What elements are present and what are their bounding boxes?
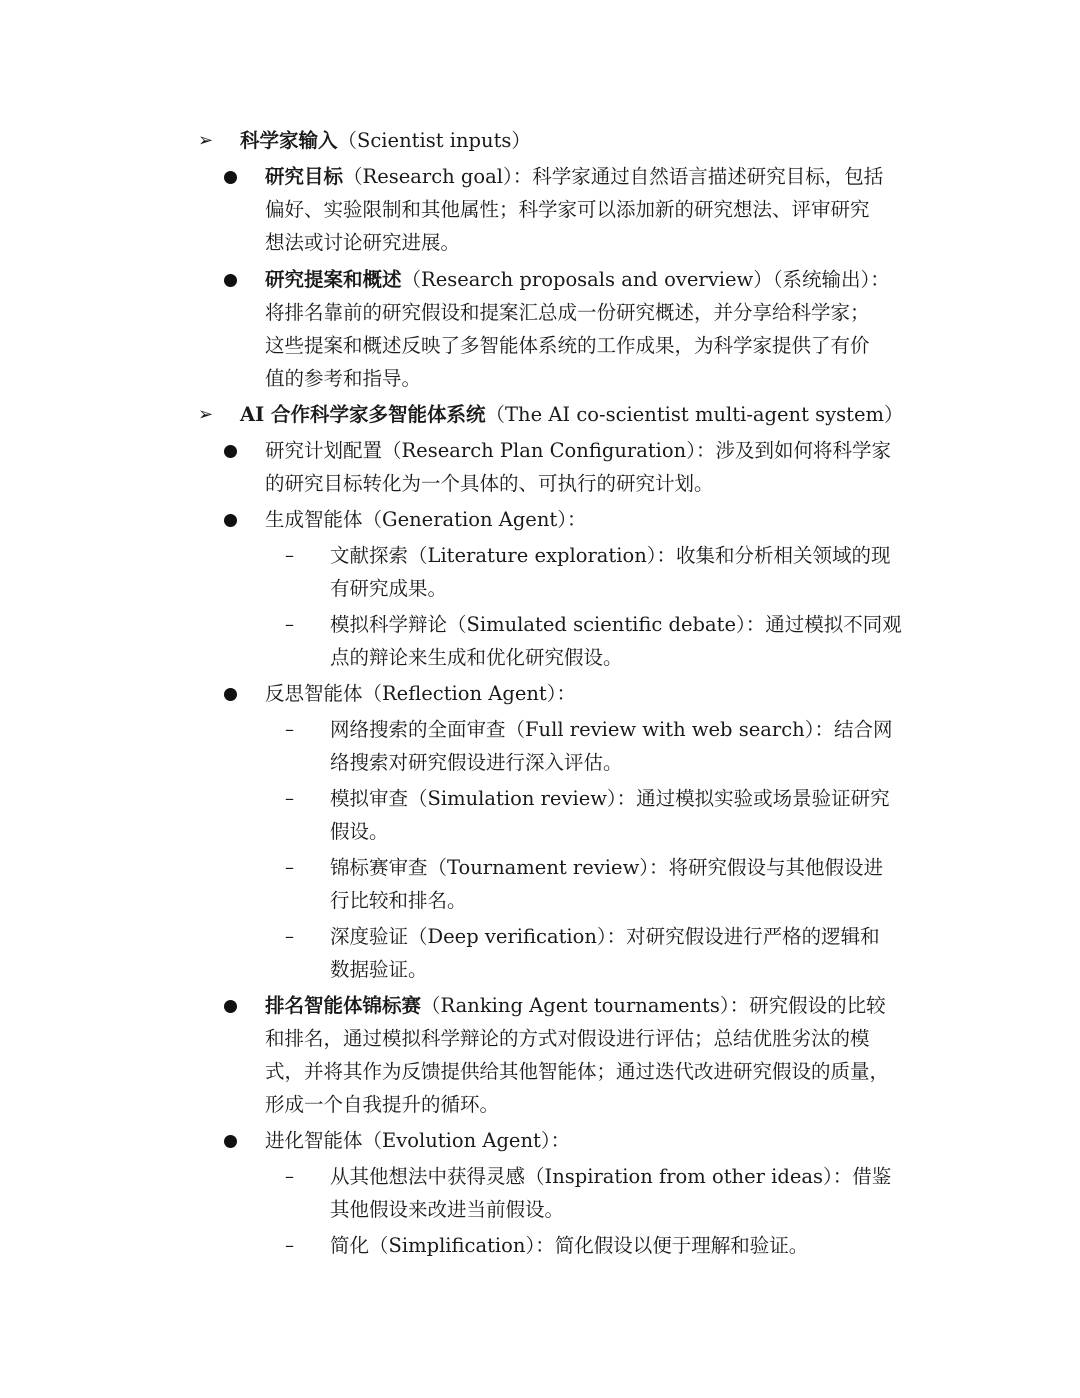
list-item-text	[240, 125, 531, 157]
list-item-text	[265, 1089, 499, 1121]
list-item-body: 行比较和排名。	[330, 889, 467, 912]
dash-bullet-icon: –	[285, 614, 294, 635]
list-item-text	[330, 852, 883, 884]
list-item-text	[265, 1023, 870, 1055]
list-item-text	[330, 609, 902, 641]
dash-bullet-icon: –	[285, 1235, 294, 1256]
list-item-body: 形成一个自我提升的循环。	[265, 1093, 500, 1116]
list-item-body: 假设。	[330, 820, 389, 843]
list-item-text	[330, 1161, 891, 1193]
list-item-text	[265, 227, 460, 259]
list-item-body: 文献探索（Literature exploration）：收集和分析相关领域的现	[330, 544, 891, 567]
dash-bullet-icon: –	[285, 857, 294, 878]
list-item-heading: 研究提案和概述	[265, 268, 402, 291]
dash-bullet-icon: –	[285, 1166, 294, 1187]
list-item-body: 的研究目标转化为一个具体的、可执行的研究计划。	[265, 472, 714, 495]
list-item-body: 点的辩论来生成和优化研究假设。	[330, 646, 623, 669]
list-item-body: 研究计划配置（Research Plan Configuration）：涉及到如何将科学家	[265, 439, 891, 462]
list-item-body: 锦标赛审查（Tournament review）：将研究假设与其他假设进	[330, 856, 884, 879]
bullet-dot-icon	[224, 688, 237, 701]
bullet-dot-icon	[224, 171, 237, 184]
list-item-body: 值的参考和指导。	[265, 367, 422, 390]
list-item-body: 深度验证（Deep verification）：对研究假设进行严格的逻辑和	[330, 925, 880, 948]
list-item-text	[330, 885, 467, 917]
bullet-dot-icon	[224, 514, 237, 527]
list-item-text	[330, 642, 623, 674]
list-item-text	[265, 468, 714, 500]
list-item-heading: 研究目标	[265, 165, 344, 188]
list-item-text	[330, 747, 623, 779]
list-item-body: （The AI co-scientist multi-agent system）	[485, 403, 904, 426]
list-item-body: 简化（Simplification）：简化假设以便于理解和验证。	[330, 1234, 809, 1257]
list-item-text	[330, 1230, 808, 1262]
list-item-body: 模拟审查（Simulation review）：通过模拟实验或场景验证研究	[330, 787, 890, 810]
list-item-body: 和排名，通过模拟科学辩论的方式对假设进行评估；总结优胜劣汰的模	[265, 1027, 870, 1050]
list-item-body: 从其他想法中获得灵感（Inspiration from other ideas）：借鉴	[330, 1165, 892, 1188]
list-item-text	[330, 540, 891, 572]
list-item-text	[330, 921, 880, 953]
bullet-dot-icon	[224, 1135, 237, 1148]
list-item-text	[265, 678, 576, 710]
list-item-text	[265, 297, 870, 329]
list-item-text	[240, 399, 904, 431]
list-item-text	[330, 714, 892, 746]
list-item-body: 络搜索对研究假设进行深入评估。	[330, 751, 623, 774]
list-item-text	[265, 363, 421, 395]
list-item-text	[265, 1125, 570, 1157]
list-item-text	[265, 435, 891, 467]
list-item-body: 这些提案和概述反映了多智能体系统的工作成果，为科学家提供了有价	[265, 334, 870, 357]
dash-bullet-icon: –	[285, 926, 294, 947]
arrow-bullet-icon: ➢	[198, 130, 214, 151]
list-item-text	[330, 816, 389, 848]
bullet-dot-icon	[224, 445, 237, 458]
list-item-body: 网络搜索的全面审查（Full review with web search）：结合网	[330, 718, 893, 741]
list-item-body: （Research goal）：科学家通过自然语言描述研究目标，包括	[343, 165, 884, 188]
list-item-text	[265, 264, 890, 296]
list-item-heading: AI 合作科学家多智能体系统	[240, 403, 486, 426]
bullet-dot-icon	[224, 274, 237, 287]
list-item-text	[330, 954, 428, 986]
list-item-body: 有研究成果。	[330, 577, 448, 600]
list-item-text	[265, 1056, 889, 1088]
list-item-body: 其他假设来改进当前假设。	[330, 1198, 565, 1221]
list-item-body: 反思智能体（Reflection Agent）：	[265, 682, 577, 705]
list-item-body: 进化智能体（Evolution Agent）：	[265, 1129, 571, 1152]
dash-bullet-icon: –	[285, 788, 294, 809]
list-item-text	[265, 161, 883, 193]
list-item-text	[330, 573, 447, 605]
bullet-dot-icon	[224, 1000, 237, 1013]
list-item-body: 偏好、实验限制和其他属性；科学家可以添加新的研究想法、评审研究	[265, 198, 870, 221]
list-item-body: （Ranking Agent tournaments）：研究假设的比较	[421, 994, 886, 1017]
list-item-text	[265, 504, 586, 536]
list-item-text	[265, 990, 886, 1022]
list-item-heading: 科学家输入	[240, 129, 338, 152]
list-item-text	[265, 194, 870, 226]
list-item-body: 生成智能体（Generation Agent）：	[265, 508, 587, 531]
list-item-text	[265, 330, 870, 362]
list-item-body: 模拟科学辩论（Simulated scientific debate）：通过模拟不同观	[330, 613, 902, 636]
list-item-body: 想法或讨论研究进展。	[265, 231, 461, 254]
list-item-body: 式，并将其作为反馈提供给其他智能体；通过迭代改进研究假设的质量，	[265, 1060, 890, 1083]
list-item-heading: 排名智能体锦标赛	[265, 994, 422, 1017]
list-item-body: 将排名靠前的研究假设和提案汇总成一份研究概述，并分享给科学家；	[265, 301, 870, 324]
list-item-body: （Research proposals and overview）（系统输出）：	[401, 268, 890, 291]
list-item-body: （Scientist inputs）	[337, 129, 531, 152]
list-item-text	[330, 1194, 564, 1226]
list-item-body: 数据验证。	[330, 958, 428, 981]
dash-bullet-icon: –	[285, 545, 294, 566]
list-item-text	[330, 783, 890, 815]
arrow-bullet-icon: ➢	[198, 404, 214, 425]
dash-bullet-icon: –	[285, 719, 294, 740]
